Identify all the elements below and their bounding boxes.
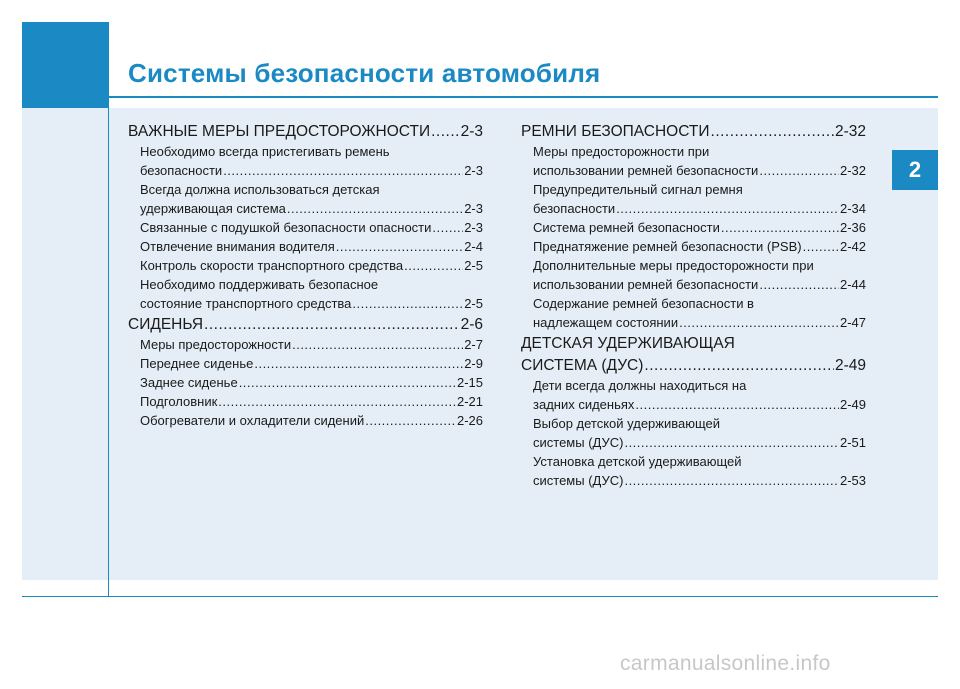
toc-section-row[interactable] — [521, 356, 866, 376]
toc-entry-title-line: Необходимо всегда пристегивать ремень — [140, 144, 390, 159]
toc-entry-title-line: Установка детской удерживающей — [533, 454, 742, 469]
leader-dots — [218, 392, 456, 411]
leader-dots — [711, 122, 834, 142]
leader-dots — [223, 161, 463, 180]
page-number: 2-53 — [839, 473, 866, 488]
toc-entry-title-line: Всегда должна использоваться детская — [140, 182, 380, 197]
leader-dots — [365, 411, 456, 430]
toc-entry-title: Преднатяжение ремней безопасности (PSB) — [533, 239, 802, 254]
toc-entry-row[interactable] — [521, 433, 866, 452]
toc-entry[interactable] — [128, 142, 483, 180]
toc-section-title: СИДЕНЬЯ — [128, 316, 204, 333]
page-number: 2-7 — [464, 337, 483, 352]
toc-entry[interactable] — [128, 373, 483, 392]
toc-section-row[interactable] — [521, 122, 866, 142]
toc-entry-title: использовании ремней безопасности — [533, 277, 759, 292]
toc-entry-title: безопасности — [533, 201, 616, 216]
leader-dots — [336, 237, 463, 256]
toc-entry[interactable] — [128, 237, 483, 256]
toc-entry-title: состояние транспортного средства — [140, 296, 352, 311]
page-number: 2-34 — [839, 201, 866, 216]
page-number: 2-3 — [460, 123, 483, 140]
toc-entry[interactable] — [521, 294, 866, 332]
toc-section-title: ВАЖНЫЕ МЕРЫ ПРЕДОСТОРОЖНОСТИ — [128, 123, 431, 140]
toc-section-title: СИСТЕМА (ДУС) — [521, 357, 644, 374]
toc-entry-title-line: Необходимо поддерживать безопасное — [140, 277, 379, 292]
bottom-rule — [22, 596, 938, 597]
toc-entry-row[interactable] — [521, 275, 866, 294]
toc-section-row[interactable] — [128, 122, 483, 142]
toc-entry[interactable] — [521, 414, 866, 452]
toc-section-row[interactable] — [128, 315, 483, 335]
leader-dots — [759, 275, 839, 294]
leader-dots — [616, 199, 839, 218]
page-number: 2-5 — [464, 258, 483, 273]
toc-entry-row[interactable] — [128, 354, 483, 373]
page-number: 2-21 — [456, 394, 483, 409]
toc-entry-title-line: Дополнительные меры предосторожности при — [533, 258, 814, 273]
toc-entry-title: задних сиденьях — [533, 397, 635, 412]
toc-entry-row[interactable] — [128, 335, 483, 354]
toc-entry-title: системы (ДУС) — [533, 473, 624, 488]
toc-entry-title: Контроль скорости транспортного средства — [140, 258, 404, 273]
toc-entry-title: безопасности — [140, 163, 223, 178]
toc-entry-title: Отвлечение внимания водителя — [140, 239, 335, 254]
toc-entry-title: удерживающая система — [140, 201, 286, 216]
page-title: Системы безопасности автомобиля — [128, 58, 601, 88]
toc-entry-title-line: Дети всегда должны находиться на — [533, 378, 747, 393]
toc-entry-title-line: Содержание ремней безопасности в — [533, 296, 754, 311]
leader-dots — [624, 471, 839, 490]
leader-dots — [239, 373, 456, 392]
toc-entry-title: надлежащем состоянии — [533, 315, 679, 330]
page-number: 2-3 — [464, 220, 483, 235]
toc-entry-title: использовании ремней безопасности — [533, 163, 759, 178]
toc-section[interactable] — [128, 122, 483, 142]
leader-dots — [204, 315, 460, 335]
watermark-text: carmanualsonline.info — [620, 652, 831, 675]
toc-entry[interactable] — [128, 275, 483, 313]
toc-entry[interactable] — [521, 452, 866, 490]
title-underline — [109, 96, 938, 98]
page-number: 2-26 — [456, 413, 483, 428]
leader-dots — [803, 237, 839, 256]
leader-dots — [254, 354, 463, 373]
leader-dots — [635, 395, 839, 414]
toc-entry[interactable] — [521, 237, 866, 256]
toc-entry-row[interactable] — [521, 218, 866, 237]
page-number: 2-3 — [464, 201, 483, 216]
page-number: 2-9 — [464, 356, 483, 371]
toc-entry-title: Подголовник — [140, 394, 218, 409]
leader-dots — [431, 122, 460, 142]
toc-entry-row[interactable] — [128, 392, 483, 411]
page-number: 2-6 — [460, 316, 483, 333]
toc-entry[interactable] — [128, 256, 483, 275]
toc-entry-row[interactable] — [521, 161, 866, 180]
toc-entry-row[interactable] — [521, 471, 866, 490]
toc-entry-title: Меры предосторожности — [140, 337, 292, 352]
leader-dots — [624, 433, 839, 452]
toc-entry-title-line: Выбор детской удерживающей — [533, 416, 721, 431]
toc-entry[interactable] — [521, 376, 866, 414]
left-margin-rule — [108, 22, 109, 597]
toc-section-title: РЕМНИ БЕЗОПАСНОСТИ — [521, 123, 710, 140]
leader-dots — [644, 356, 834, 376]
leader-dots — [721, 218, 839, 237]
page-number: 2-47 — [839, 315, 866, 330]
page-number: 2-51 — [839, 435, 866, 450]
leader-dots — [432, 218, 463, 237]
toc-entry-row[interactable] — [521, 237, 866, 256]
leader-dots — [404, 256, 463, 275]
page-number: 2-42 — [839, 239, 866, 254]
page-number: 2-5 — [464, 296, 483, 311]
toc-entry-title-line: Меры предосторожности при — [533, 144, 710, 159]
toc-left-column — [128, 120, 483, 430]
toc-entry-title: Связанные с подушкой безопасности опасности — [140, 220, 432, 235]
toc-entry[interactable] — [128, 218, 483, 237]
header-color-block — [22, 22, 109, 108]
toc-entry[interactable] — [128, 180, 483, 218]
toc-section[interactable] — [128, 315, 483, 335]
toc-entry-row[interactable] — [128, 411, 483, 430]
page-number: 2-36 — [839, 220, 866, 235]
page-number: 2-49 — [839, 397, 866, 412]
toc-right-column — [521, 120, 866, 490]
leader-dots — [679, 313, 839, 332]
page-number: 2-32 — [839, 163, 866, 178]
toc-section[interactable] — [521, 334, 866, 376]
toc-entry-row[interactable] — [128, 256, 483, 275]
toc-entry[interactable] — [128, 354, 483, 373]
toc-entry[interactable] — [128, 392, 483, 411]
toc-entry-row[interactable] — [521, 313, 866, 332]
toc-entry-row[interactable] — [521, 199, 866, 218]
toc-entry-title: Система ремней безопасности — [533, 220, 720, 235]
leader-dots — [287, 199, 463, 218]
leader-dots — [352, 294, 463, 313]
toc-entry-title: Заднее сиденье — [140, 375, 238, 390]
toc-entry[interactable] — [128, 335, 483, 354]
leader-dots — [759, 161, 839, 180]
toc-entry-title: Переднее сиденье — [140, 356, 254, 371]
toc-entry-row[interactable] — [128, 294, 483, 313]
toc-entry-row[interactable] — [128, 161, 483, 180]
toc-entry-title: Обогреватели и охладители сидений — [140, 413, 365, 428]
toc-entry[interactable] — [521, 218, 866, 237]
leader-dots — [292, 335, 463, 354]
page-number: 2-4 — [464, 239, 483, 254]
chapter-tab[interactable]: 2 — [892, 150, 938, 190]
page-number: 2-44 — [839, 277, 866, 292]
toc-entry[interactable] — [521, 256, 866, 294]
toc-section[interactable] — [521, 122, 866, 142]
toc-entry-row[interactable] — [128, 373, 483, 392]
toc-section-title-line: ДЕТСКАЯ УДЕРЖИВАЮЩАЯ — [521, 335, 735, 352]
toc-entry[interactable] — [521, 180, 866, 218]
toc-entry[interactable] — [521, 142, 866, 180]
toc-entry-row[interactable] — [128, 218, 483, 237]
toc-entry-row[interactable] — [521, 395, 866, 414]
page-number: 2-15 — [456, 375, 483, 390]
page-number: 2-32 — [834, 123, 866, 140]
toc-entry-row[interactable] — [128, 237, 483, 256]
toc-entry-row[interactable] — [128, 199, 483, 218]
toc-entry-title-line: Предупредительный сигнал ремня — [533, 182, 743, 197]
toc-entry[interactable] — [128, 411, 483, 430]
toc-entry-title: системы (ДУС) — [533, 435, 624, 450]
page-number: 2-49 — [834, 357, 866, 374]
page-number: 2-3 — [464, 163, 483, 178]
